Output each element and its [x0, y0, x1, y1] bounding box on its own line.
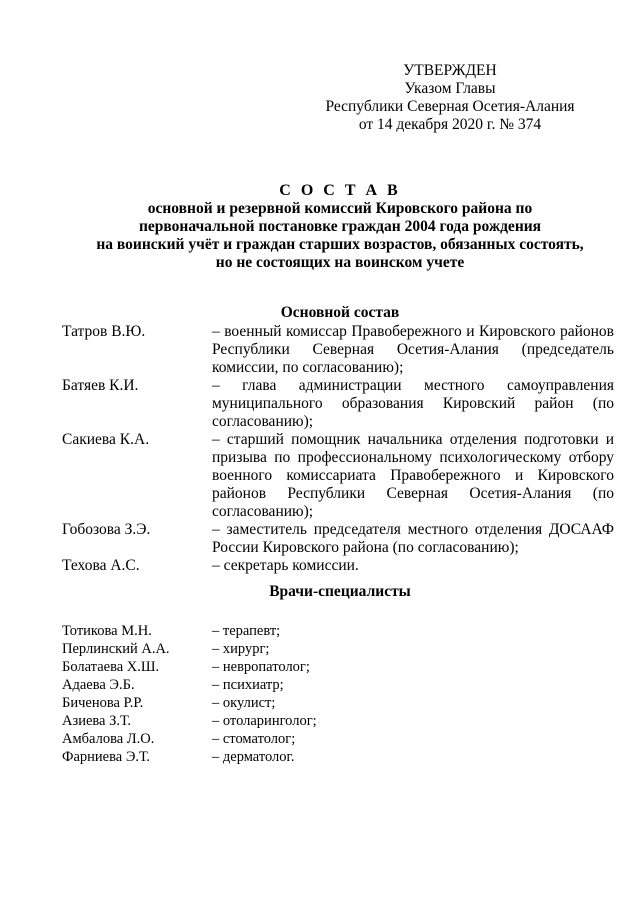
title-line: на воинский учёт и граждан старших возрастов, обязанных состоять,	[96, 236, 584, 253]
doctor-name: Биченова Р.Р.	[62, 695, 144, 711]
approval-line: УТВЕРЖДЕН	[403, 62, 497, 79]
doctor-role: – стоматолог;	[212, 731, 296, 747]
title-word: С О С Т А В	[279, 182, 401, 199]
main-members-list	[62, 323, 614, 575]
doctor-name: Болатаева Х.Ш.	[62, 659, 160, 675]
doctor-row	[62, 748, 462, 766]
doctor-row	[62, 640, 462, 658]
doctor-row	[62, 694, 462, 712]
doctor-name: Тотикова М.Н.	[62, 623, 152, 639]
doctor-role: – терапевт;	[212, 623, 281, 639]
member-name: Татров В.Ю.	[62, 323, 146, 340]
approval-line: Указом Главы	[404, 80, 496, 97]
doctor-row	[62, 658, 462, 676]
main-section-heading: Основной состав	[280, 304, 400, 321]
doctor-name: Адаева Э.Б.	[62, 677, 135, 693]
member-role: – глава администрации местного самоуправления муниципального образования Кировский район (по согласованию);	[212, 377, 614, 430]
member-role: – заместитель председателя местного отделения ДОСААФ России Кировского района (по согласованию);	[212, 521, 614, 556]
member-row	[62, 323, 614, 377]
doctor-row	[62, 730, 462, 748]
doctor-role: – дерматолог.	[212, 749, 295, 765]
approval-line: Республики Северная Осетия-Алания	[325, 98, 575, 115]
member-row	[62, 521, 614, 557]
member-row	[62, 431, 614, 521]
doctors-list	[62, 622, 462, 766]
approval-line: от 14 декабря 2020 г. № 374	[358, 116, 542, 133]
doctor-role: – отоларинголог;	[212, 713, 317, 729]
title-line: первоначальной постановке граждан 2004 года рождения	[138, 218, 542, 235]
member-role: – военный комиссар Правобережного и Кировского районов Республики Северная Осетия-Алания (председатель комиссии, по согласованию);	[212, 323, 614, 376]
doctor-role: – хирург;	[212, 641, 270, 657]
member-name: Батяев К.И.	[62, 377, 139, 394]
doctor-role: – невропатолог;	[212, 659, 310, 675]
doctor-row	[62, 676, 462, 694]
doctor-name: Азиева З.Т.	[62, 713, 132, 729]
doctor-name: Фарниева Э.Т.	[62, 749, 151, 765]
doctor-name: Перлинский А.А.	[62, 641, 170, 657]
doctor-name: Амбалова Л.О.	[62, 731, 155, 747]
doctor-role: – психиатр;	[212, 677, 284, 693]
member-row	[62, 377, 614, 431]
approval-stamp	[300, 62, 600, 134]
doctor-row	[62, 622, 462, 640]
member-role: – старший помощник начальника отделения подготовки и призыва по профессиональному психологическому отбору военного комиссариата Правобережного и Кировского районов Республики Северная Осетия-Алания (по согласованию);	[212, 431, 614, 520]
document-title	[60, 182, 620, 272]
doctor-row	[62, 712, 462, 730]
member-role: – секретарь комиссии.	[212, 557, 359, 574]
member-row	[62, 557, 614, 575]
member-name: Техова А.С.	[62, 557, 140, 574]
doctors-section-heading: Врачи-специалисты	[269, 583, 411, 600]
title-line: основной и резервной комиссий Кировского района по	[147, 200, 533, 217]
title-line: но не состоящих на воинском учете	[215, 254, 465, 271]
member-name: Гобозова З.Э.	[62, 521, 151, 538]
member-name: Сакиева К.А.	[62, 431, 150, 448]
doctor-role: – окулист;	[212, 695, 276, 711]
